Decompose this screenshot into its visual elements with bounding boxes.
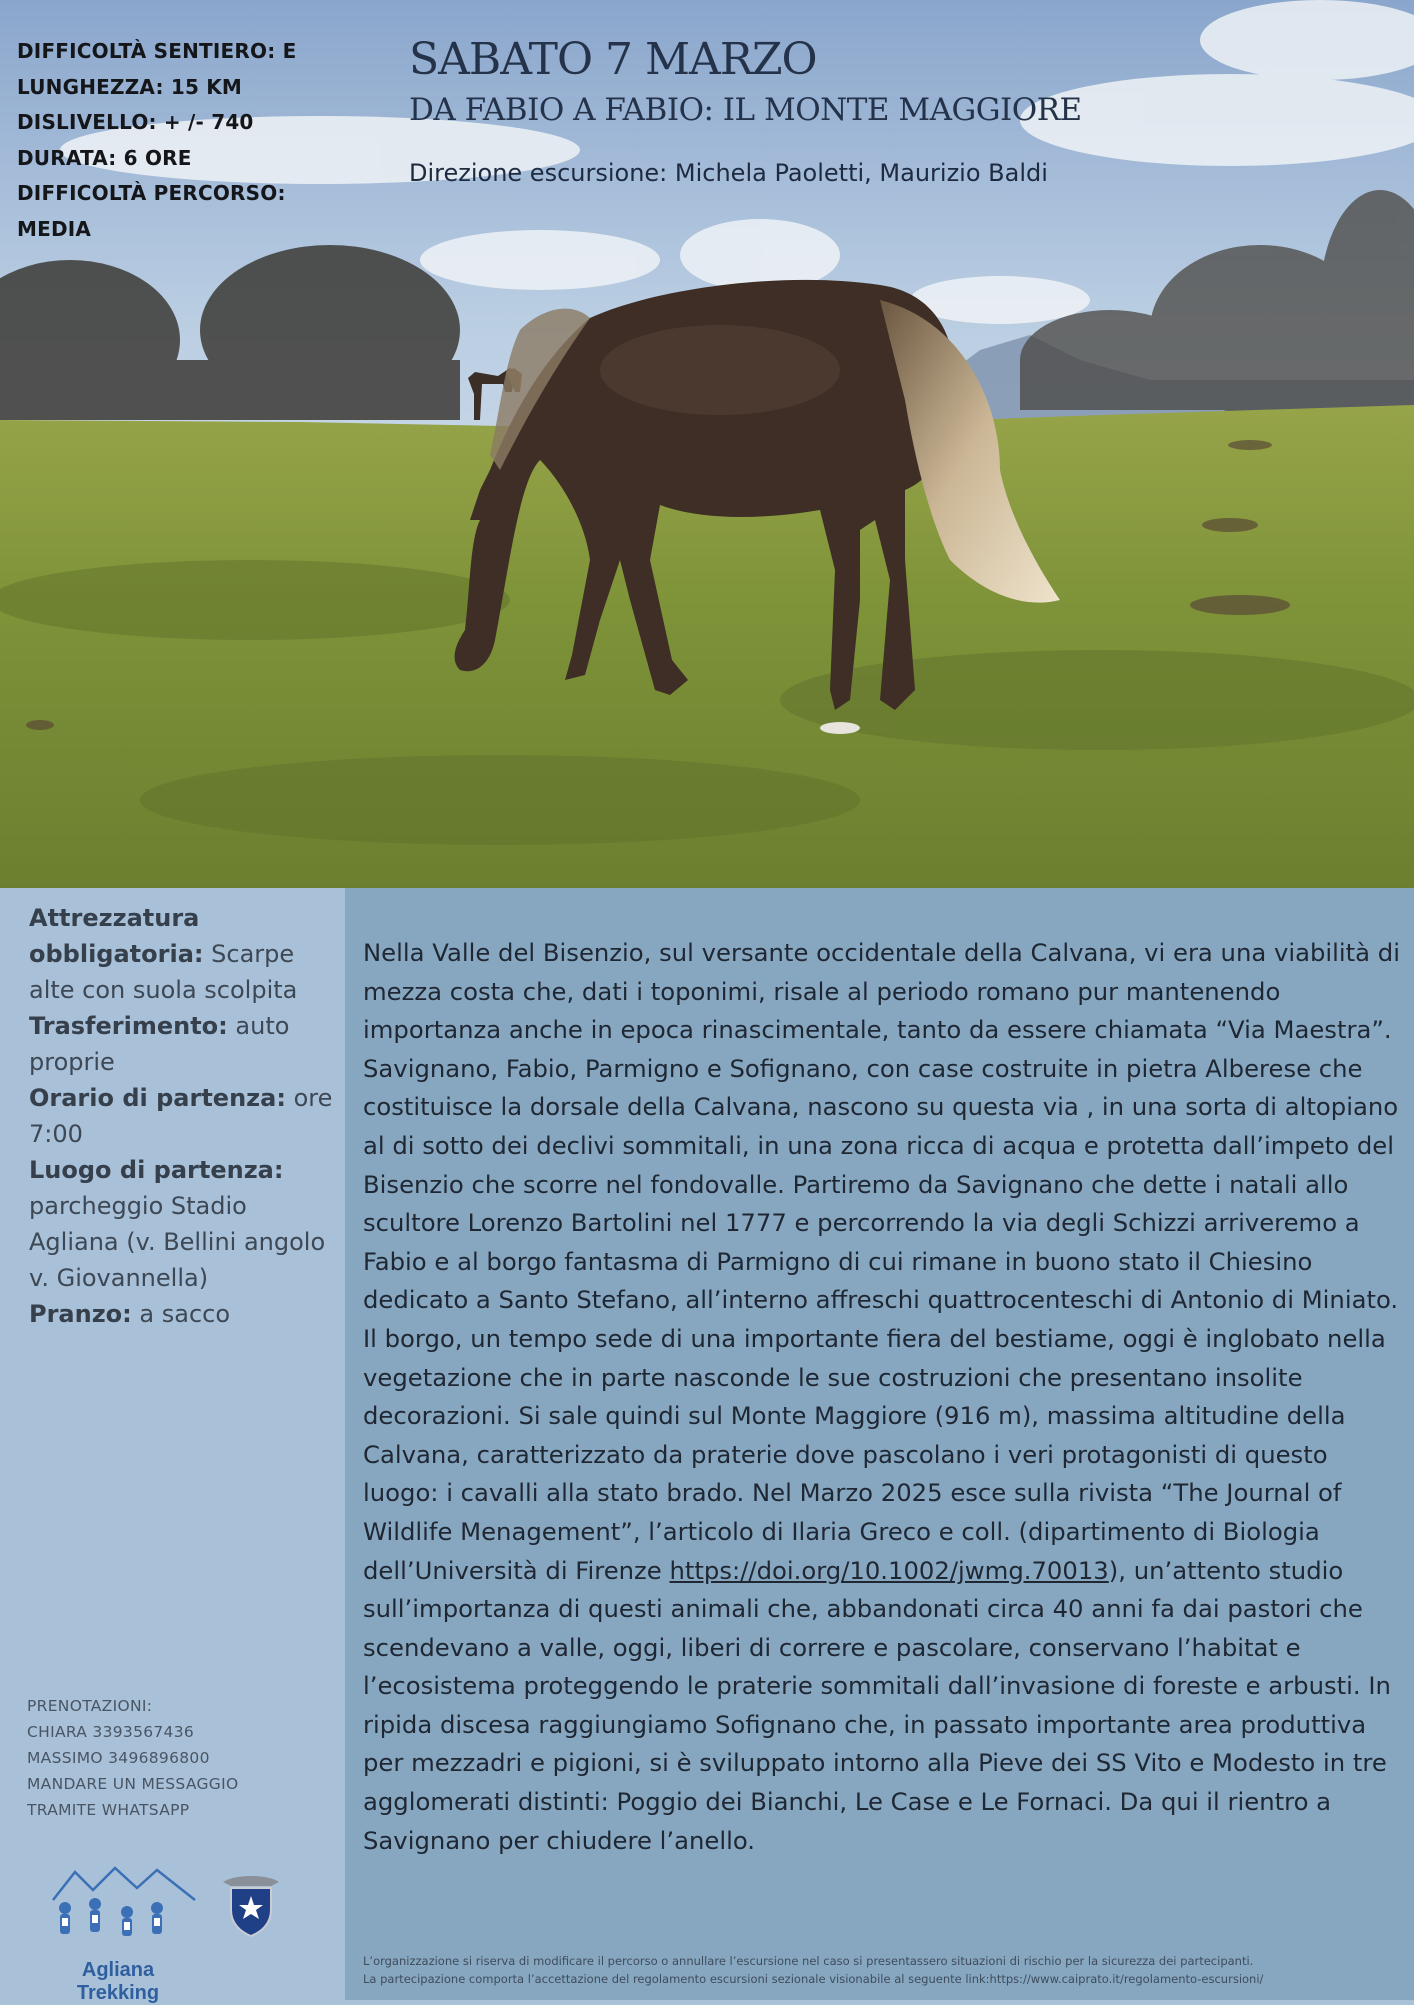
description-panel <box>345 888 1414 2000</box>
lunch-label: Pranzo: <box>29 1300 132 1328</box>
trail-length: LUNGHEZZA: 15 KM <box>17 74 243 99</box>
booking-note: MANDARE UN MESSAGGIO <box>27 1775 239 1793</box>
disclaimer-line: La partecipazione comporta l’accettazione del regolamento escursioni sezionale visionabile al seguente link:https://www.caiprato.it/regolamento-escursioni/ <box>363 1972 1264 1986</box>
equipment-value: Scarpe alte con suola scolpita <box>29 940 298 1004</box>
description-text: Nella Valle del Bisenzio, sul versante occidentale della Calvana, vi era una viabilità di mezza costa che, dati i toponimi, risale al periodo romano pur mantenendo importanza anche in epoca rinascimentale, tanto da essere chiamata “Via Maestra”. Savignano, Fabio, Parmigno e Sofignano, con case costruite in pietra Alberese che costituisce la dorsale della Calvana, nascono su questa via , in una sorta di altopiano al di sotto dei declivi sommitali, in una zona ricca di acqua e protetta dall’impeto del Bisenzio che scorre nel fondovalle. Partiremo da Savignano che dette i natali allo scultore Lorenzo Bartolini nel 1777 e percorrendo la via degli Schizzi arriveremo a Fabio e al borgo fantasma di Parmigno di cui rimane in buono stato il Chiesino dedicato a Santo Stefano, all’interno affreschi quattrocenteschi di Antonio di Miniato. Il borgo, un tempo sede di una importante fiera del bestiame, oggi è inglobato nella vegetazione che in parte nasconde le sue costruzioni che presentano insolite decorazioni. Si sale quindi sul Monte Maggiore (916 m), massima altitudine della Calvana, caratterizzato da praterie dove pascolano i veri protagonisti di questo luogo: i cavalli alla stato brado. Nel Marzo 2025 esce sulla rivista “The Journal of Wildlife Menagement”, l’articolo di Ilaria Greco e coll. (dipartimento di Biologia dell’Università di Firenze <box>363 938 1400 1585</box>
route-difficulty-label: DIFFICOLTÀ PERCORSO: <box>17 181 286 205</box>
lunch-value: a sacco <box>139 1300 231 1328</box>
duration: DURATA: 6 ORE <box>17 145 192 170</box>
info-sidebar <box>0 888 345 2004</box>
transfer-value: auto proprie <box>29 1012 290 1076</box>
booking-contact: CHIARA 3393567436 <box>27 1723 195 1741</box>
bookings <box>27 1693 327 1823</box>
agliana-trekking-logo <box>53 1868 195 1936</box>
event-subtitle: DA FABIO A FABIO: IL MONTE MAGGIORE <box>409 92 1082 128</box>
event-leaders: Direzione escursione: Michela Paoletti, Maurizio Baldi <box>409 159 1048 187</box>
bookings-title: PRENOTAZIONI: <box>27 1697 153 1715</box>
event-header <box>409 30 1389 190</box>
event-date: SABATO 7 MARZO <box>409 34 817 85</box>
transfer-label: Trasferimento: <box>29 1012 228 1040</box>
equipment-label: Attrezzatura obbligatoria: <box>29 904 204 968</box>
disclaimer-line: L’organizzazione si riserva di modificare il percorso o annullare l’escursione nel caso si presentassero situazioni di rischio per la sicurezza dei partecipanti. <box>363 1954 1254 1968</box>
hike-description <box>363 934 1403 1860</box>
route-difficulty-value: MEDIA <box>17 216 92 241</box>
trail-stats <box>17 34 327 247</box>
cai-emblem <box>223 1876 279 1936</box>
elevation-gain: DISLIVELLO: + /- 740 <box>17 110 254 134</box>
booking-contact: MASSIMO 3496896800 <box>27 1749 210 1767</box>
departure-time-label: Orario di partenza: <box>29 1084 286 1112</box>
description-text: ), un’attento studio sull’importanza di questi animali che, abbandonati circa 40 anni fa dai pastori che scendevano a valle, oggi, liberi di correre e pascolare, conservano l’habitat e l’ecosistema proteggendo le praterie sommitali dall’invasione di foreste e arbusti. In ripida discesa raggiungiamo Sofignano che, in passato importante area produttiva per mezzadri e pigioni, si è sviluppato intorno alla Pieve dei SS Vito e Modesto in tre agglomerati distinti: Poggio dei Bianchi, Le Case e Le Fornaci. Da qui il rientro a Savignano per chiudere l’anello. <box>363 1555 1391 1855</box>
disclaimer <box>363 1952 1403 1988</box>
club-name: Agliana Trekking <box>76 1959 160 2004</box>
trip-details <box>29 900 334 1332</box>
departure-place-value: parcheggio Stadio Agliana (v. Bellini angolo v. Giovannella) <box>29 1192 326 1292</box>
trail-difficulty: DIFFICOLTÀ SENTIERO: E <box>17 39 297 63</box>
departure-place-label: Luogo di partenza: <box>29 1156 284 1184</box>
doi-link[interactable]: https://doi.org/10.1002/jwmg.70013 <box>669 1555 1109 1585</box>
departure-time-value: ore 7:00 <box>29 1084 333 1148</box>
booking-note: TRAMITE WHATSAPP <box>27 1801 190 1819</box>
